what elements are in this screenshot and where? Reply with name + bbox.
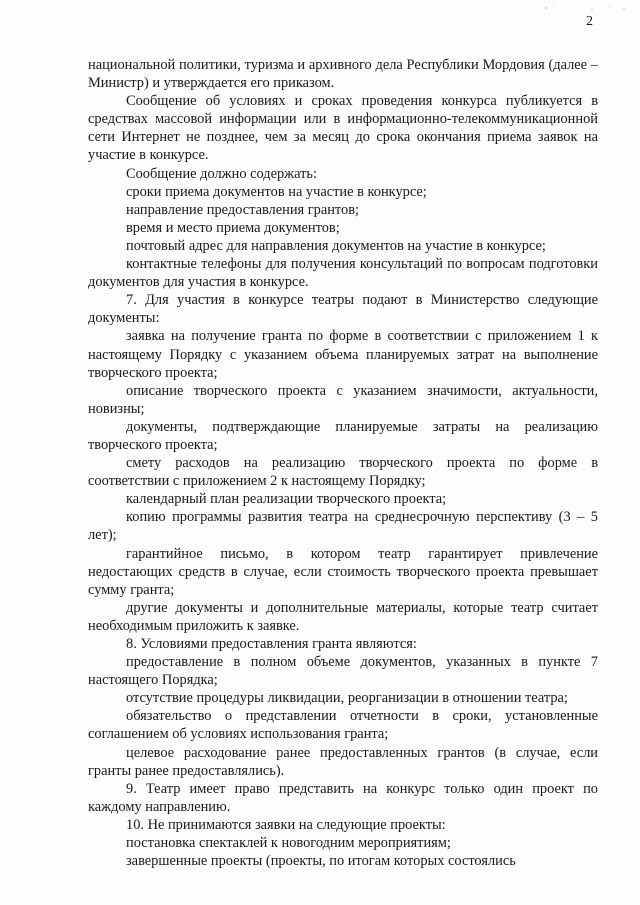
list-item: предоставление в полном объеме документов, указанных в пункте 7 настоящего Порядка; (88, 654, 598, 689)
list-item: постановка спектаклей к новогодним мероприятиям; (126, 835, 451, 852)
list-item: заявка на получение гранта по форме в соответствии с приложением 1 к настоящему Порядку с указанием объема планируемых затрат на выполнение творческого проекта; (88, 328, 598, 381)
list-item: документы, подтверждающие планируемые затраты на реализацию творческого проекта; (88, 418, 598, 453)
list-item: календарный план реализации творческого проекта; (126, 491, 447, 508)
paragraph: Сообщение должно содержать: (126, 165, 317, 182)
paragraph: национальной политики, туризма и архивного дела Республики Мордовия (далее – Министр) и утверждается его приказом. (88, 57, 598, 92)
document-body (88, 56, 598, 870)
list-item: направление предоставления грантов; (126, 201, 360, 218)
page-number: 2 (586, 14, 593, 29)
list-item: описание творческого проекта с указанием значимости, актуальности, новизны; (88, 382, 598, 417)
list-item: гарантийное письмо, в котором театр гарантирует привлечение недостающих средств в случае, если стоимость творческого проекта превышает сумму гранта; (88, 545, 598, 598)
list-item: другие документы и дополнительные материалы, которые театр считает необходимым приложить к заявке. (88, 599, 598, 634)
list-item: завершенные проекты (проекты, по итогам которых состоялись (126, 853, 516, 870)
list-item: контактные телефоны для получения консультаций по вопросам подготовки документов для участия в конкурсе. (88, 256, 598, 291)
list-item: смету расходов на реализацию творческого проекта по форме в соответствии с приложением 2 к настоящему Порядку; (88, 455, 598, 490)
paragraph: Сообщение об условиях и сроках проведения конкурса публикуется в средствах массовой информации или в информационно-телекоммуникационной сети Интернет не позднее, чем за месяц до срока окончания приема заявок на участие в конкурсе. (88, 93, 598, 164)
list-item: обязательство о представлении отчетности в сроки, установленные соглашением об условиях использования гранта; (88, 708, 598, 743)
list-item: копию программы развития театра на среднесрочную перспективу (3 – 5 лет); (88, 509, 598, 544)
section-paragraph-7: 7. Для участия в конкурсе театры подают в Министерство следующие документы: (88, 292, 598, 327)
list-item: отсутствие процедуры ликвидации, реорганизации в отношении театра; (126, 690, 568, 707)
section-paragraph-10: 10. Не принимаются заявки на следующие проекты: (126, 816, 446, 833)
section-paragraph-8: 8. Условиями предоставления гранта являются: (126, 636, 417, 652)
list-item: сроки приема документов на участие в конкурсе; (126, 183, 427, 200)
section-paragraph-9: 9. Театр имеет право представить на конкурс только один проект по каждому направлению. (88, 780, 598, 815)
list-item: время и место приема документов; (126, 219, 340, 236)
scan-artifact-marks (540, 4, 630, 14)
list-item: целевое расходование ранее предоставленных грантов (в случае, если гранты ранее предоставлялись). (88, 744, 598, 779)
list-item: почтовый адрес для направления документов на участие в конкурсе; (126, 237, 546, 254)
